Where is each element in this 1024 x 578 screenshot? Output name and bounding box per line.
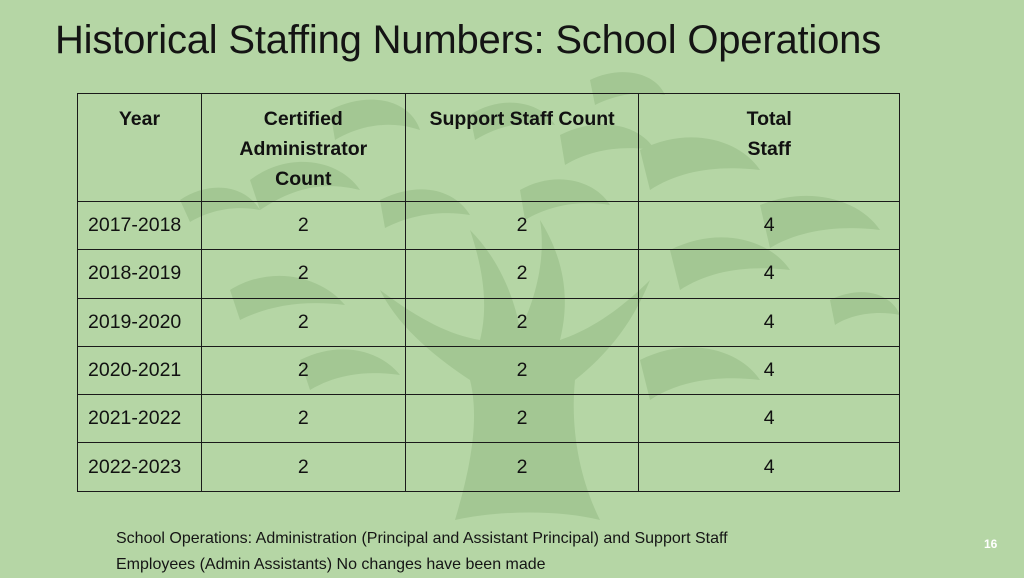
table-row (78, 395, 900, 443)
cell-total: 4 (639, 202, 900, 250)
table-row (78, 298, 900, 346)
cell-support: 2 (405, 298, 639, 346)
cell-certified: 2 (201, 395, 405, 443)
cell-support: 2 (405, 202, 639, 250)
header-year-label: Year (118, 108, 161, 130)
table-row (78, 346, 900, 394)
page-title: Historical Staffing Numbers: School Operations (55, 18, 881, 62)
cell-year: 2019-2020 (78, 298, 202, 346)
header-certified-line2: Administrator (239, 138, 368, 160)
cell-year: 2020-2021 (78, 346, 202, 394)
cell-total: 4 (639, 395, 900, 443)
cell-support: 2 (405, 250, 639, 298)
header-certified-administrator-count (201, 94, 405, 202)
footnote-line2: Employees (Admin Assistants) No changes have been made (116, 556, 546, 573)
footnote (116, 526, 856, 578)
table-row (78, 202, 900, 250)
header-total-line2: Staff (747, 138, 791, 160)
cell-total: 4 (639, 443, 900, 491)
cell-year: 2022-2023 (78, 443, 202, 491)
header-total-line1: Total (746, 108, 792, 130)
cell-certified: 2 (201, 443, 405, 491)
header-year (78, 94, 202, 202)
cell-total: 4 (639, 346, 900, 394)
cell-year: 2017-2018 (78, 202, 202, 250)
cell-year: 2021-2022 (78, 395, 202, 443)
cell-certified: 2 (201, 298, 405, 346)
header-total-staff (639, 94, 900, 202)
table-header-row (78, 94, 900, 202)
staffing-table (77, 93, 900, 492)
header-support-label: Support Staff Count (429, 108, 615, 130)
cell-support: 2 (405, 395, 639, 443)
table-row (78, 250, 900, 298)
cell-certified: 2 (201, 202, 405, 250)
cell-certified: 2 (201, 346, 405, 394)
header-support-staff-count (405, 94, 639, 202)
cell-total: 4 (639, 298, 900, 346)
header-certified-line3: Count (275, 168, 332, 190)
footnote-line1: School Operations: Administration (Principal and Assistant Principal) and Support Staff (116, 530, 728, 547)
cell-year: 2018-2019 (78, 250, 202, 298)
header-certified-line1: Certified (263, 108, 343, 130)
table-row (78, 443, 900, 491)
cell-certified: 2 (201, 250, 405, 298)
cell-support: 2 (405, 346, 639, 394)
cell-support: 2 (405, 443, 639, 491)
page-number: 16 (984, 537, 998, 551)
cell-total: 4 (639, 250, 900, 298)
